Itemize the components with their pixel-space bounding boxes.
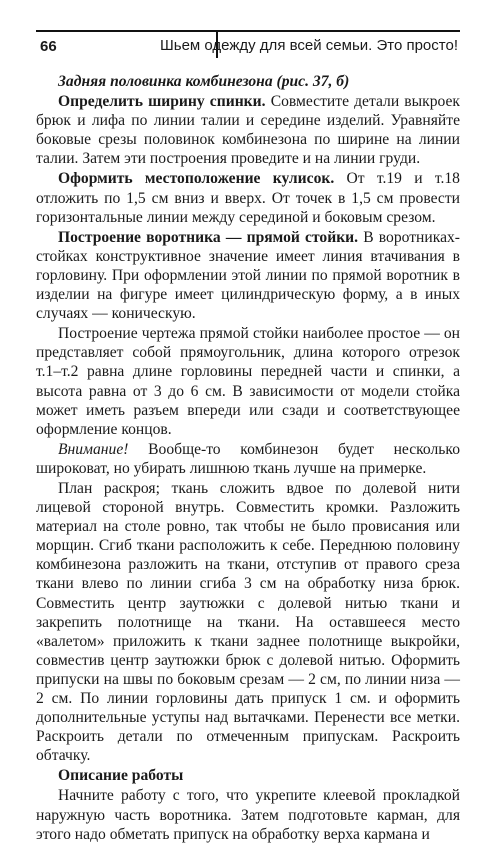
paragraph-lead: Построение воротника — прямой стойки. (58, 228, 359, 246)
paragraph-lead: Оформить местоположение кулисок. (58, 170, 335, 188)
paragraph (36, 169, 460, 226)
paragraph-text: От т.19 и т.18 отложить по 1,5 см вниз и вверх. От точек в 1,5 см провести горизонтальные линии между серединой и боковым срезом. (36, 170, 460, 226)
page-header (36, 30, 460, 58)
paragraph (36, 786, 460, 843)
paragraph (36, 440, 460, 478)
section-title: Задняя половинка комбинезона (рис. 37, б) (58, 73, 350, 90)
subsection-title: Описание работы (58, 767, 184, 785)
paragraph-text: Построение чертежа прямой стойки наиболее простое — он представляет собой прямоугольник, длина которого отрезок т.1–т.2 равна длине горловины передней части и спинки, а высота равна от 3 до 6 см. В зависимости от модели стойка может иметь разъем впереди или сзади и соответствующее оформление концов. (36, 325, 460, 438)
paragraph (36, 228, 460, 323)
paragraph-text: Начните работу с того, что укрепите клеевой прокладкой наружную часть воротника. Затем подготовьте карман, для этого надо обметать припуск на обработку верха кармана и (36, 787, 460, 843)
paragraph-text: В воротниках-стойках конструктивное значение имеет линия втачивания в горловину. При оформлении этой линии по прямой воротник в изделии на фигуре имеет цилиндрическую форму, а в иных случаях — коническую. (36, 228, 460, 323)
page-number: 66 (40, 38, 57, 55)
paragraph-text: План раскроя; ткань сложить вдвое по долевой нити лицевой стороной внутрь. Совместить кромки. Разложить материал на столе ровно, так чтобы не было провисания или морщин. Сгиб ткани расположить к себе. Переднюю половину комбинезона разложить на ткани, отступив от правого среза ткани влево по линии сгиба 3 см на обработку низа брюк. Совместить центр заутюжки с долевой нитью ткани и закрепить полотнище на ткани. На оставшееся место «валетом» приложить к ткани заднее полотнище выкройки, совместив центр заутюжки брюк с долевой нитью. Оформить припуски на швы по боковым срезам — 2 см, по линии низа — 2 см. По линии горловины дать припуск 1 см. и оформить дополнительные уступы над вытачками. Перенести все метки. Раскроить детали по отмеченным припускам. Раскроить обтачку. (36, 479, 460, 765)
paragraph-lead: Определить ширину спинки. (58, 93, 266, 111)
paragraph-lead-italic: Внимание! (58, 440, 129, 458)
paragraph (36, 324, 460, 439)
header-rule (36, 30, 460, 32)
paragraph (36, 479, 460, 765)
page-body (36, 72, 460, 844)
paragraph-text: Вообще-то комбинезон будет несколько широковат, но убирать лишнюю ткань лучше на примерке. (36, 440, 460, 477)
paragraph-text: Совместите детали выкроек брюк и лифа по линии талии и середине изделий. Уравняйте боковые срезы половинок комбинезона по ширине на линии талии. Затем эти построения проведите и на линии груди. (36, 93, 460, 168)
running-title: Шьем одежду для всей семьи. Это просто! (160, 37, 458, 54)
paragraph (36, 92, 460, 168)
